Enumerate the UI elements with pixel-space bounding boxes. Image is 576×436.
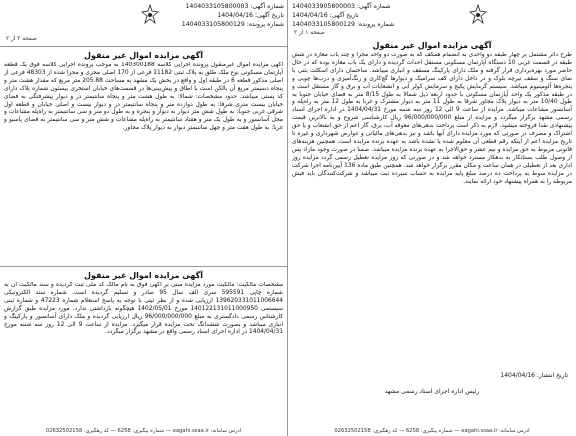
page-number: صفحه ۱ از ۲ [294,30,325,36]
page-right [288,0,576,436]
ad-body: آگهی مزایده اموال غیرمنقول پرونده اجرایی کلاسه 140300188 به موجب پرونده اجرایی کلاسه فوق یک قطعه آپارتمان مسکونی نوع ملک طلق به پلاک ثبتی 11182 فرعی از 170 اصلی مجزی و مجزا شده از 48303 فرعی از اصلی مذکور قطعه 6 در طبقه اول و واقع در بخش یک مشهد به مساحت 205.88 متر مربع که مقدار هشت متر و پنجاه دسیمتر مربع آن بالکن است با اطاق و پیش‌بینی‌ها در قسمت‌های خیابان استخری بیستون شماره پلاک دارای کد پستی میباشد. حدود مشخصات: شمالا: به طول هشت متر و پنجاه سانتیمتر در و دیوار پیشرفتگی به فضای خیابان بیست متری شرقا: به طول دوازده متر و پنجاه سانتیمتر در و دیوار بیست و اصلی خیابان و قطعه اول شرقی غربی جنوبا: به طول شش متر دیوار به دیوار و پنجره و به طول دو متر و سی سانتیمتر به راه‌پله مشاعات و محل آسانسور و به طول یک متر و هفتاد سانتیمتر به راه‌پله مشاعات و شش متر و سی سانتیمتر به فضای پاسیو و غربا: به طول هفت متر و چهل سانتیمتر دیوار به دیوار پلاک مجاور. [4,62,283,132]
ad-body-secondary: مشخصات مالکیت: مالکیت مورد مزایده مبنی بر آگهی فوق به نام مالک کد ملی ثبت گردیده و سند مالکیت آن به شماره چاپی 595591 سری الف سال 95 صادر و تسلیم گردیده است. شماره سند الکترونیکی 139620331011006644 ارزیابی شده و از نظر ثبتی با توجه به پاسخ استعلام شماره 47223 و شماره ثبتی سیستمی 140122131011000950 مورخ 1402/05/01 هیچگونه بازداشتی ندارد. مورد مزایده طبق گزارش کارشناس رسمی دادگستری به مبلغ 96/000/000/000 ریال ارزیابی گردیده و ملک دارای آسانسور و پارکینگ و انباری میباشد و بصورت ششدانگ تحت مزایده قرار میگیرد. مزایده از ساعت 9 الی 12 روز سه شنبه مورخ 1404/04/31 در اداره اجرای اسناد رسمی واقع در مشهد برگزار میگردد. [4,282,283,336]
ad-meta [154,2,284,29]
publish-date: تاریخ انتشار: 1404/04/16 [500,372,568,379]
ad-serial: شماره آگهی: 1404033905800003 [292,3,391,10]
footer-text: آدرس سامانه: eagahi.ssaa.ir — شماره پیگیری: 6258 — کد رهگیری: 02632502158 [334,428,530,434]
footer-text: آدرس سامانه: eagahi.ssaa.ir — شماره پیگیری: 6258 — کد رهگیری: 02632502158 [45,428,242,434]
case-number: شماره پرونده: 1404033105800129 [181,21,284,28]
signature: رئیس اداره اجرای اسناد رسمی مشهد [384,388,480,395]
ad-body: طرح دائر مشتمل بر چهار طبقه دو واحدی به انضمام همکف که به صورت دو واحد مجزا و چند باب مغازه در شش طبقه در قسمت غربی 10 دستگاه آپارتمان مسکونی مستقل احداث گردیده و دارای یک باب مغازه بوده که در حال حاضر مورد بهره‌برداری قرار گرفته و ملک دارای پارکینگ مسقف و انباری میباشد. ساختمان دارای اسکلت بتنی با نمای سنگ و سقف تیرچه بلوک و در داخل دارای کف سرامیک و دیوارها گچ‌کاری و رنگ‌آمیزی و درب‌ها چوبی و پنجره‌ها آلومینیوم میباشد. سیستم گرمایش پکیج و سرمایش کولر آبی و انشعابات آب و برق و گاز مستقل است و در طبقه مذکور یک واحد آپارتمان مسکونی با حدود اربعه ذیل شمالا به طول 8/15 متر به فضای خیابان جنوبا به طول 10/40 متر به دیوار پلاک مجاور شرقا به طول 11 متر به دیوار مشترک و غربا به طول 12 متر به راه‌پله و آسانسور مشاعات میباشد. مزایده از ساعت 9 الی 12 روز سه شنبه مورخ 1404/04/31 در اداره اجرای اسناد رسمی مشهد برگزار میگردد و مزایده از مبلغ 96/000/000/000 ریال کارشناسی شروع و به بالاترین قیمت پیشنهادی نقدا فروخته میشود. لازم به ذکر است پرداخت بدهی‌های معوقه آب، برق، گاز اعم از حق انشعاب و یا حق اشتراک و مصرف در صورتی که مورد مزایده دارای آنها باشد و نیز بدهی‌های مالیاتی و عوارض شهرداری و غیره تا تاریخ مزایده اعم از اینکه رقم قطعی آن معلوم شده یا نشده باشد به عهده برنده مزایده است. همچنین هزینه‌های قانونی مربوط به حق مزایده و نیم عشر و حق‌الاجرا به عهده برنده مزایده میباشد. ضمنا در صورت وجود مازاد پس از وصول طلب بستانکار به بدهکار مسترد خواهد شد و در صورتی که روز مزایده تعطیل رسمی گردد مزایده روز اداری بعد از تعطیلی در همان ساعت و مکان مقرر برگزار خواهد شد. همچنین طبق ماده 136 آیین‌نامه اجرا شرکت در مزایده منوط به پرداخت ده درصد مبلغ پایه مزایده به حساب سپرده ثبت میباشد و شرکت‌کنندگان باید فیش مربوطه را به همراه پیشنهاد خود ارائه نمایند. [292,52,572,185]
ad-title-secondary: آگهی مزایده اموال غیر منقول [84,271,203,280]
ad-meta [292,2,442,29]
page-header [0,0,288,40]
ad-serial: شماره آگهی: 1404033105800003 [185,3,284,10]
divider [0,266,287,267]
emblem-icon [140,3,160,27]
ad-date: تاریخ آگهی: 1404/04/16 [292,12,359,19]
page-header [288,0,576,40]
case-number: شماره پرونده: 1404033105800129 [292,21,395,28]
page-number: صفحه ۲ از ۲ [6,36,37,42]
ad-title: آگهی مزایده اموال غیر منقول [84,51,203,60]
ad-date: تاریخ آگهی: 1404/04/16 [217,12,284,19]
emblem-icon [468,3,488,27]
divider [0,46,287,47]
ad-title: آگهی مزایده اموال غیر منقول [372,41,492,50]
